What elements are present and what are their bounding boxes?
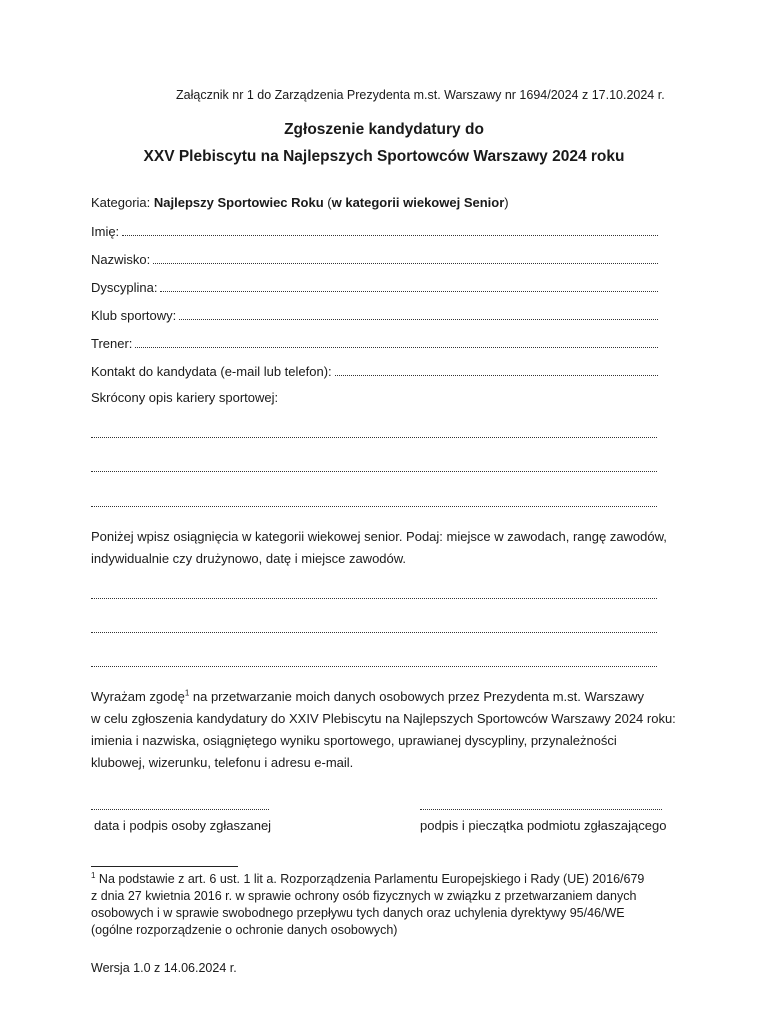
achievements-instructions-line-1: Poniżej wpisz osiągnięcia w kategorii wiekowej senior. Podaj: miejsce w zawodach, rangę zawodów, <box>91 529 667 544</box>
consent-line-2: w celu zgłoszenia kandydatury do XXIV Plebiscytu na Najlepszych Sportowców Warszawy 2024 roku: <box>91 711 676 726</box>
career-input-line-2[interactable] <box>91 470 657 472</box>
organization-signature-label: podpis i pieczątka podmiotu zgłaszającego <box>420 818 667 833</box>
contact-field[interactable] <box>91 361 658 379</box>
club-field[interactable] <box>91 305 658 323</box>
footnote-separator <box>91 866 238 867</box>
consent-line-4: klubowej, wizerunku, telefonu i adresu e-mail. <box>91 755 354 770</box>
career-label: Skrócony opis kariery sportowej: <box>91 390 279 405</box>
form-title-line-1: Zgłoszenie kandydatury do <box>284 121 484 138</box>
achievements-input-line-2[interactable] <box>91 631 657 633</box>
last-name-label: Nazwisko: <box>91 252 151 267</box>
annex-reference: Załącznik nr 1 do Zarządzenia Prezydenta m.st. Warszawy nr 1694/2024 z 17.10.2024 r. <box>176 88 665 102</box>
coach-input-line[interactable] <box>135 346 658 348</box>
first-name-input-line[interactable] <box>122 234 658 236</box>
category-open-paren: ( <box>323 195 332 210</box>
applicant-signature-line[interactable] <box>91 808 269 810</box>
footnote-line-3: osobowych i w sprawie swobodnego przepływu tych danych oraz uchylenia dyrektywy 95/46/WE <box>91 906 625 920</box>
first-name-field[interactable] <box>91 221 658 239</box>
footnote-line-2: z dnia 27 kwietnia 2016 r. w sprawie ochrony osób fizycznych w związku z przetwarzaniem danych <box>91 889 637 903</box>
achievements-instructions <box>91 526 667 570</box>
achievements-instructions-line-2: indywidualnie czy drużynowo, datę i miejsce zawodów. <box>91 551 407 566</box>
footnote-mark: 1 <box>91 870 96 880</box>
contact-input-line[interactable] <box>335 374 658 376</box>
club-input-line[interactable] <box>179 318 658 320</box>
club-label: Klub sportowy: <box>91 308 177 323</box>
last-name-input-line[interactable] <box>153 262 658 264</box>
coach-label: Trener: <box>91 336 133 351</box>
footnote-line-1 <box>91 871 644 888</box>
applicant-signature-label: data i podpis osoby zgłaszanej <box>94 818 272 833</box>
category-value: Najlepszy Sportowiec Roku <box>153 195 324 210</box>
career-input-line-1[interactable] <box>91 436 657 438</box>
organization-signature-line[interactable] <box>420 808 662 810</box>
discipline-input-line[interactable] <box>160 290 658 292</box>
career-input-line-3[interactable] <box>91 505 657 507</box>
category-label: Kategoria: <box>91 195 151 210</box>
last-name-field[interactable] <box>91 249 658 267</box>
consent-line-3: imienia i nazwiska, osiągniętego wyniku sportowego, uprawianej dyscypliny, przynależności <box>91 733 617 748</box>
document-version: Wersja 1.0 z 14.06.2024 r. <box>91 961 237 975</box>
footnote-reference[interactable]: 1 <box>184 688 190 698</box>
category-age-group: w kategorii wiekowej Senior <box>331 195 505 210</box>
footnote-line-4: (ogólne rozporządzenie o ochronie danych osobowych) <box>91 923 398 937</box>
category-line <box>91 195 509 210</box>
achievements-input-line-1[interactable] <box>91 597 657 599</box>
coach-field[interactable] <box>91 333 658 351</box>
form-title-line-2: XXV Plebiscytu na Najlepszych Sportowców Warszawy 2024 roku <box>143 148 625 165</box>
contact-label: Kontakt do kandydata (e-mail lub telefon): <box>91 364 332 379</box>
consent-line-1 <box>91 686 676 708</box>
consent-line-1-end: na przetwarzanie moich danych osobowych przez Prezydenta m.st. Warszawy <box>189 689 644 704</box>
footnote <box>91 871 644 939</box>
achievements-input-line-3[interactable] <box>91 665 657 667</box>
footnote-line-1-text: Na podstawie z art. 6 ust. 1 lit a. Rozporządzenia Parlamentu Europejskiego i Rady (UE) 2016/679 <box>95 872 645 886</box>
discipline-field[interactable] <box>91 277 658 295</box>
discipline-label: Dyscyplina: <box>91 280 158 295</box>
category-close-paren: ) <box>504 195 509 210</box>
first-name-label: Imię: <box>91 224 120 239</box>
consent-statement <box>91 686 676 774</box>
consent-line-1-start: Wyrażam zgodę <box>91 689 185 704</box>
